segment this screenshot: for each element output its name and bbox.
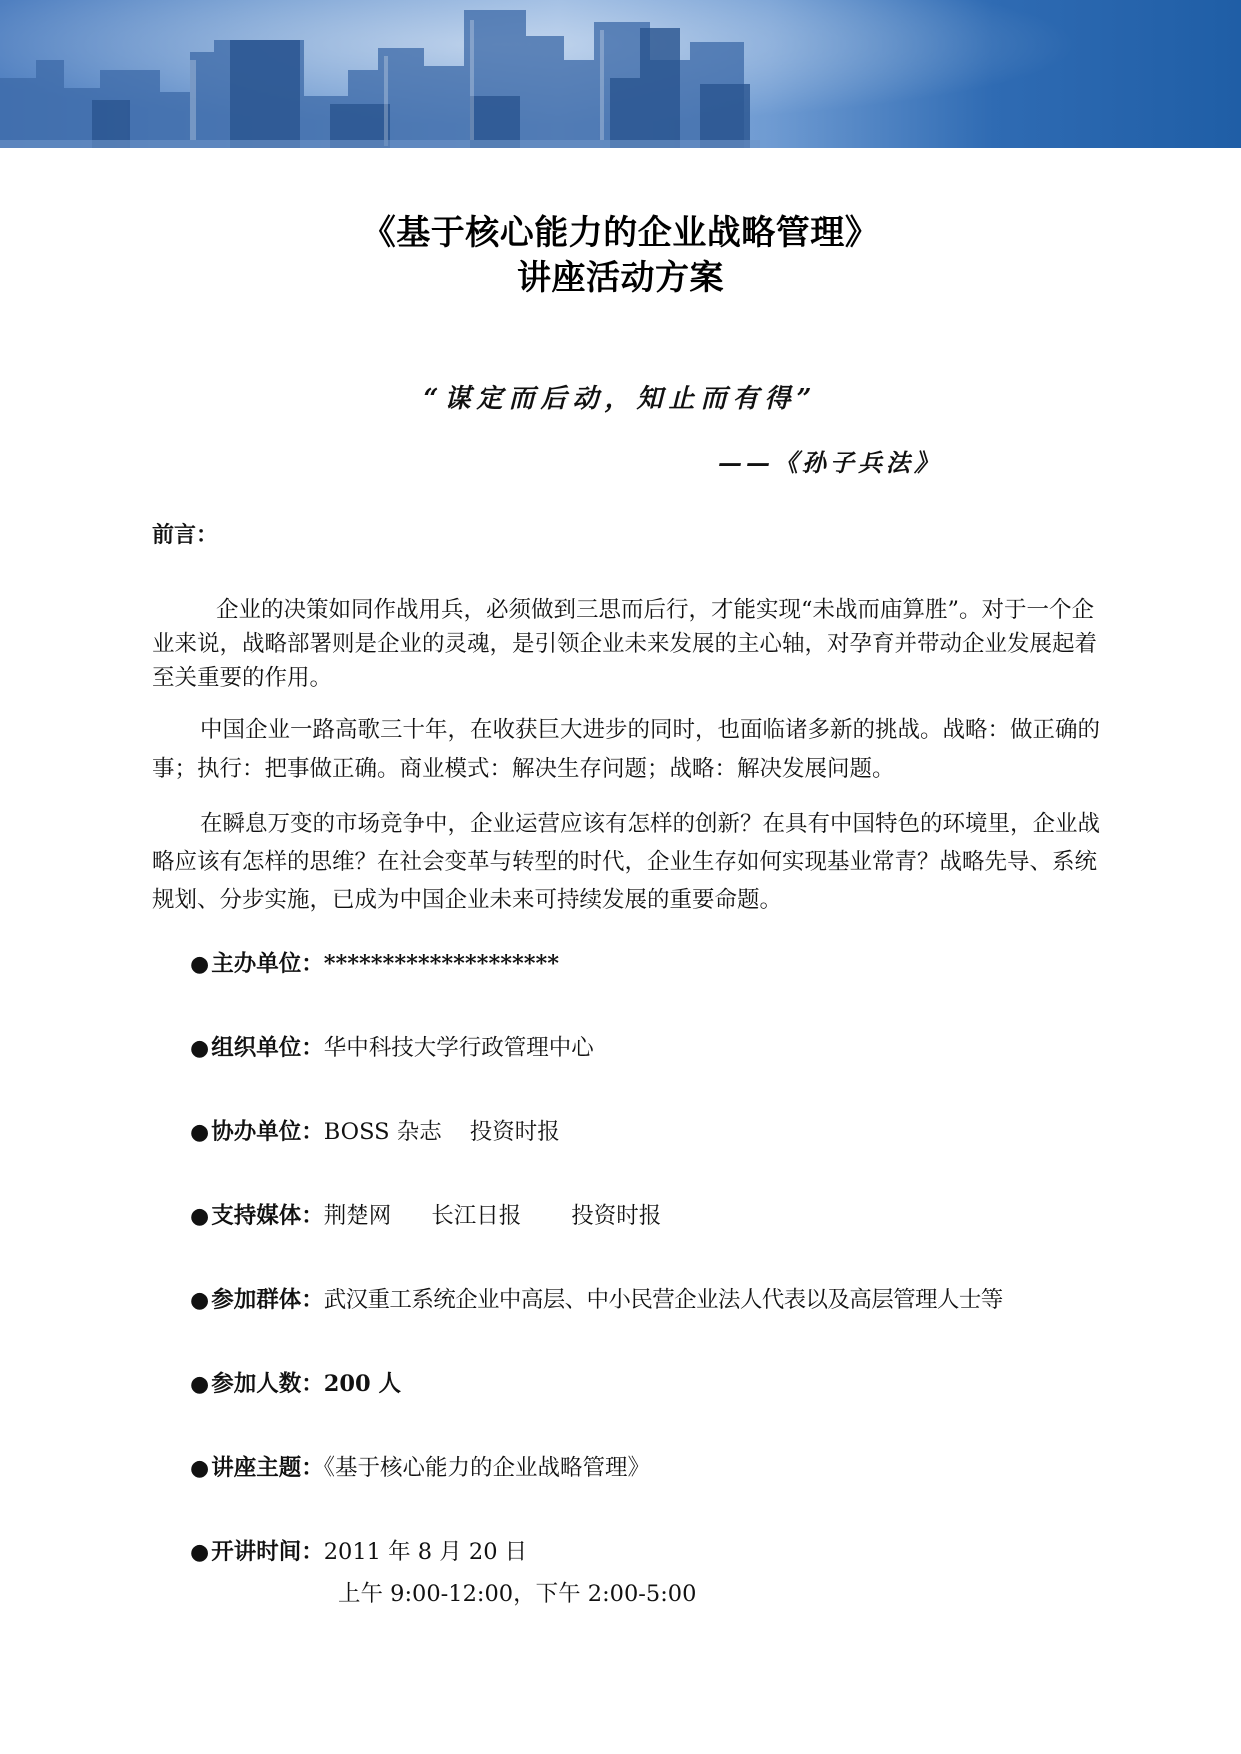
bullet-icon: ●: [190, 952, 210, 977]
info-value: ********************: [323, 951, 560, 977]
info-value: 《基于核心能力的企业战略管理》: [323, 1455, 650, 1481]
info-item-co-organizer: [190, 1114, 560, 1146]
info-value: 200 人: [323, 1371, 402, 1397]
city-skyline-graphic: [0, 0, 1241, 148]
bullet-icon: ●: [190, 1204, 210, 1229]
info-item-media: [190, 1198, 661, 1230]
preface-paragraph: 企业的决策如同作战用兵，必须做到三思而后行，才能实现“未战而庙算胜”。对于一个企业来说，战略部署则是企业的灵魂，是引领企业未来发展的主心轴，对孕育并带动企业发展起着至关重要的作用。: [152, 597, 1098, 691]
info-label: 参加群体：: [211, 1287, 324, 1313]
bullet-icon: ●: [190, 1456, 210, 1481]
info-value-hours: 上午 9:00-12:00，下午 2:00-5:00: [338, 1581, 697, 1607]
bullet-icon: ●: [190, 1540, 210, 1565]
info-value: 投资时报: [571, 1203, 662, 1229]
info-item-organizer: [190, 1030, 594, 1062]
info-label: 主办单位：: [211, 951, 324, 977]
info-item-host: [190, 946, 559, 978]
info-label: 讲座主题：: [211, 1455, 324, 1481]
info-value-date: 2011 年 8 月 20 日: [323, 1539, 528, 1565]
preface-paragraph: 在瞬息万变的市场竞争中，企业运营应该有怎样的创新？在具有中国特色的环境里，企业战略应该有怎样的思维？在社会变革与转型的时代，企业生存如何实现基业常青？战略先导、系统规划、分步实施，已成为中国企业未来可持续发展的重要命题。: [152, 811, 1101, 913]
preface-paragraph: 中国企业一路高歌三十年，在收获巨大进步的同时，也面临诸多新的挑战。战略：做正确的事；执行：把事做正确。商业模式：解决生存问题；战略：解决发展问题。: [152, 717, 1101, 782]
info-value: 投资时报: [469, 1119, 560, 1145]
info-item-attendance: [190, 1366, 401, 1398]
bullet-icon: ●: [190, 1372, 210, 1397]
info-label: 组织单位：: [211, 1035, 324, 1061]
epigraph-quote: “谋定而后动，知止而有得”: [423, 384, 818, 414]
epigraph-source: ——《孙子兵法》: [718, 448, 942, 477]
info-value: BOSS 杂志: [323, 1119, 442, 1145]
info-label: 支持媒体：: [211, 1203, 324, 1229]
info-value: 荆楚网: [323, 1203, 392, 1229]
info-value: 长江日报: [431, 1203, 522, 1229]
info-label: 参加人数：: [211, 1371, 324, 1397]
info-item-time: [190, 1534, 527, 1566]
info-value: 华中科技大学行政管理中心: [323, 1035, 594, 1061]
info-label: 开讲时间：: [211, 1539, 324, 1565]
document-title-line2: 讲座活动方案: [517, 258, 724, 298]
info-value: 武汉重工系统企业中高层、中小民营企业法人代表以及高层管理人士等: [323, 1287, 1003, 1313]
header-banner-image: [0, 0, 1241, 148]
bullet-icon: ●: [190, 1036, 210, 1061]
document-title-line1: 《基于核心能力的企业战略管理》: [361, 213, 880, 253]
bullet-icon: ●: [190, 1120, 210, 1145]
info-item-topic: [190, 1450, 650, 1482]
info-label: 协办单位：: [211, 1119, 324, 1145]
preface-heading: 前言：: [152, 523, 219, 548]
bullet-icon: ●: [190, 1288, 210, 1313]
info-item-audience: [190, 1282, 1003, 1314]
